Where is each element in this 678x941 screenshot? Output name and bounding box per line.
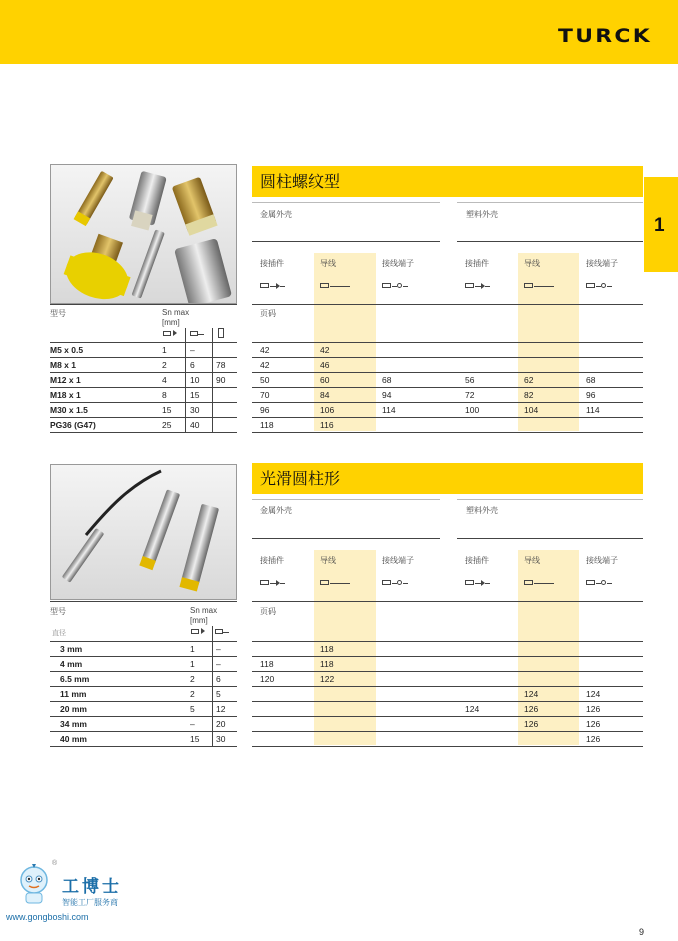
page-ref-cell[interactable]: 106	[320, 405, 335, 415]
type-cell: PG36 (G47)	[50, 420, 96, 430]
type-header: 型号	[50, 607, 66, 616]
page-ref-cell[interactable]: 118	[320, 659, 334, 669]
divider	[252, 304, 643, 305]
sn-cell: 6	[216, 674, 221, 684]
sn-cell: 30	[216, 734, 226, 744]
row-divider	[252, 671, 643, 672]
row-divider	[252, 387, 643, 388]
sn-cell: 1	[190, 644, 195, 654]
sn-cell: 78	[216, 360, 226, 370]
watermark-url[interactable]: www.gongboshi.com	[6, 912, 89, 922]
page-ref-cell[interactable]: 94	[382, 390, 392, 400]
page-ref-cell[interactable]: 114	[586, 405, 600, 415]
page-ref-cell[interactable]: 42	[320, 345, 330, 355]
row-divider	[252, 342, 643, 343]
smooth-sensors-photo	[50, 464, 237, 600]
page-ref-cell[interactable]: 126	[586, 734, 601, 744]
conn-terminal-label: 接线端子	[586, 259, 618, 268]
conn-wire-label: 导线	[320, 259, 336, 268]
sn-cell: –	[216, 659, 221, 669]
turck-logo: TURCK	[558, 25, 652, 47]
page-ref-cell[interactable]: 124	[465, 704, 480, 714]
divider	[252, 202, 440, 203]
row-divider	[252, 402, 643, 403]
sn-cell: 2	[190, 674, 195, 684]
sn-cell: 5	[216, 689, 221, 699]
type-cell: 34 mm	[60, 719, 87, 729]
page-header: 页码	[260, 309, 276, 318]
housing-metal-label: 金属外壳	[260, 210, 292, 219]
sn-cell: –	[190, 345, 195, 355]
sn-header: Sn max	[162, 308, 190, 317]
sn-cell: 25	[162, 420, 172, 430]
page-ref-cell[interactable]: 96	[586, 390, 596, 400]
sn-cell: 4	[162, 375, 167, 385]
row-divider	[252, 701, 643, 702]
sn-cell: 90	[216, 375, 226, 385]
row-divider	[252, 641, 643, 642]
divider	[50, 304, 237, 305]
conn-wire-label: 导线	[524, 259, 540, 268]
sn-cell: 8	[162, 390, 167, 400]
row-divider	[252, 417, 643, 418]
type-cell: M8 x 1	[50, 360, 76, 370]
divider	[252, 499, 440, 500]
page-ref-cell[interactable]: 62	[524, 375, 534, 385]
page-ref-cell[interactable]: 104	[524, 405, 539, 415]
page-ref-cell[interactable]: 42	[260, 360, 270, 370]
type-cell: M12 x 1	[50, 375, 81, 385]
type-cell: M5 x 0.5	[50, 345, 84, 355]
sn-cell: –	[190, 719, 195, 729]
table-end-divider	[50, 746, 237, 747]
page-header: 页码	[260, 607, 276, 616]
conn-terminal-label: 接线端子	[382, 259, 414, 268]
divider	[457, 499, 643, 500]
sn-cell: 12	[216, 704, 226, 714]
row-divider	[252, 716, 643, 717]
sn-cell: 1	[190, 659, 195, 669]
page-number: 9	[639, 927, 645, 937]
page-ref-cell[interactable]: 122	[320, 674, 335, 684]
sn-cell: 5	[190, 704, 195, 714]
page-ref-cell[interactable]: 126	[524, 719, 539, 729]
type-cell: 11 mm	[60, 689, 87, 699]
divider	[457, 241, 643, 242]
housing-metal-label: 金属外壳	[260, 506, 292, 515]
conn-connector-label: 接插件	[260, 259, 284, 268]
page-ref-cell[interactable]: 70	[260, 390, 270, 400]
divider	[50, 601, 237, 602]
sn-cell: 15	[190, 734, 200, 744]
threaded-sensors-photo	[50, 164, 237, 304]
page-ref-cell[interactable]: 118	[260, 659, 274, 669]
divider	[252, 601, 643, 602]
page-ref-cell[interactable]: 124	[586, 689, 601, 699]
sn-cell: 2	[190, 689, 195, 699]
page-ref-cell[interactable]: 84	[320, 390, 330, 400]
conn-connector-label: 接插件	[465, 556, 489, 565]
row-divider	[252, 731, 643, 732]
chapter-number: 1	[654, 215, 665, 236]
type-cell: M18 x 1	[50, 390, 81, 400]
page-ref-cell[interactable]: 118	[320, 644, 334, 654]
type-cell: M30 x 1.5	[50, 405, 88, 415]
row-divider	[50, 357, 237, 358]
type-cell: 6.5 mm	[60, 674, 90, 684]
page-ref-cell[interactable]: 120	[260, 674, 275, 684]
row-divider	[252, 686, 643, 687]
divider	[457, 202, 643, 203]
sn-cell: 10	[190, 375, 200, 385]
type-cell: 3 mm	[60, 644, 83, 654]
divider	[457, 538, 643, 539]
page-ref-cell[interactable]: 72	[465, 390, 475, 400]
conn-wire-label: 导线	[320, 556, 336, 565]
table-end-divider	[252, 746, 643, 747]
type-header: 型号	[50, 309, 66, 318]
page-ref-cell[interactable]: 118	[260, 420, 274, 430]
page-ref-cell[interactable]: 96	[260, 405, 270, 415]
table-end-divider	[50, 432, 237, 433]
sn-cell: 2	[162, 360, 167, 370]
row-divider	[252, 656, 643, 657]
type-cell: 40 mm	[60, 734, 87, 744]
divider	[252, 538, 440, 539]
page-ref-cell[interactable]: 100	[465, 405, 480, 415]
sn-header: Sn max	[190, 606, 218, 615]
page-ref-cell[interactable]: 68	[586, 375, 596, 385]
divider	[252, 241, 440, 242]
page-ref-cell[interactable]: 116	[320, 420, 334, 430]
conn-terminal-label: 接线端子	[586, 556, 618, 565]
sn-unit: [mm]	[162, 318, 180, 327]
sn-cell: 30	[190, 405, 200, 415]
watermark-slogan: 智能工厂服务商	[62, 898, 118, 907]
section-title-threaded: 圆柱螺纹型	[252, 166, 643, 197]
row-divider	[252, 372, 643, 373]
sn-cell: 6	[190, 360, 195, 370]
page-ref-cell[interactable]: 56	[465, 375, 475, 385]
gongboshi-watermark	[6, 860, 122, 922]
page-ref-cell[interactable]: 82	[524, 390, 534, 400]
sn-cell: 20	[216, 719, 226, 729]
chapter-tab[interactable]	[644, 177, 678, 272]
diameter-header: 直径	[52, 630, 66, 637]
conn-connector-label: 接插件	[465, 259, 489, 268]
page-ref-cell[interactable]: 60	[320, 375, 330, 385]
registered-mark: ®	[52, 860, 58, 867]
conn-terminal-label: 接线端子	[382, 556, 414, 565]
section-title-smooth: 光滑圆柱形	[252, 463, 643, 494]
sn-cell: 15	[190, 390, 200, 400]
housing-plastic-label: 塑料外壳	[466, 210, 498, 219]
page-ref-cell[interactable]: 126	[586, 719, 601, 729]
type-cell: 20 mm	[60, 704, 87, 714]
conn-connector-label: 接插件	[260, 556, 284, 565]
page-ref-cell[interactable]: 50	[260, 375, 270, 385]
housing-plastic-label: 塑料外壳	[466, 506, 498, 515]
page-ref-cell[interactable]: 126	[586, 704, 601, 714]
conn-wire-label: 导线	[524, 556, 540, 565]
sn-cell: 1	[162, 345, 167, 355]
sn-cell: –	[216, 644, 221, 654]
robot-mascot-icon	[14, 862, 54, 907]
page-ref-cell[interactable]: 68	[382, 375, 392, 385]
page-ref-cell[interactable]: 124	[524, 689, 539, 699]
sn-cell: 15	[162, 405, 172, 415]
page-ref-cell[interactable]: 126	[524, 704, 539, 714]
watermark-name: 工博士	[62, 877, 122, 897]
sn-unit: [mm]	[190, 616, 208, 625]
page-ref-cell[interactable]: 46	[320, 360, 330, 370]
row-divider	[252, 357, 643, 358]
table-end-divider	[252, 432, 643, 433]
type-cell: 4 mm	[60, 659, 83, 669]
sn-cell: 40	[190, 420, 200, 430]
page-ref-cell[interactable]: 42	[260, 345, 270, 355]
page-ref-cell[interactable]: 114	[382, 405, 396, 415]
